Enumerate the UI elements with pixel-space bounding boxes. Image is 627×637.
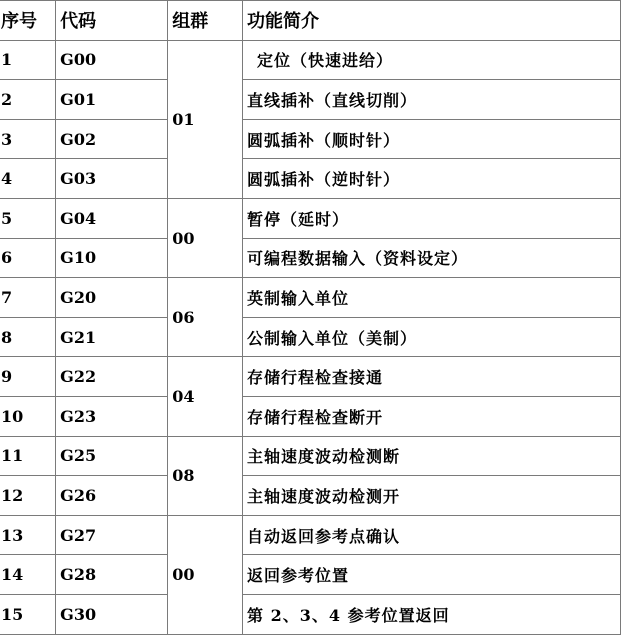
desc-cell: 暂停（延时）	[243, 198, 621, 238]
code-cell: G27	[56, 515, 168, 555]
desc-cell: 第 2、3、4 参考位置返回	[243, 594, 621, 634]
code-cell: G21	[56, 317, 168, 357]
table-row	[0, 396, 621, 436]
code-cell: G26	[56, 476, 168, 516]
desc-cell: 返回参考位置	[243, 555, 621, 595]
header-desc: 功能简介	[243, 1, 621, 41]
seq-cell: 4	[0, 159, 56, 199]
header-code: 代码	[56, 1, 168, 41]
table-body	[0, 40, 621, 634]
code-cell: G03	[56, 159, 168, 199]
seq-cell: 13	[0, 515, 56, 555]
seq-cell: 3	[0, 119, 56, 159]
table-row	[0, 594, 621, 634]
desc-cell: 主轴速度波动检测开	[243, 476, 621, 516]
table-row	[0, 476, 621, 516]
table-row	[0, 436, 621, 476]
seq-cell: 12	[0, 476, 56, 516]
seq-cell: 8	[0, 317, 56, 357]
code-cell: G23	[56, 396, 168, 436]
desc-cell: 存储行程检查接通	[243, 357, 621, 397]
header-group: 组群	[168, 1, 243, 41]
code-cell: G01	[56, 80, 168, 120]
seq-cell: 2	[0, 80, 56, 120]
code-cell: G28	[56, 555, 168, 595]
desc-cell: 定位（快速进给）	[243, 40, 621, 80]
seq-cell: 5	[0, 198, 56, 238]
desc-cell: 圆弧插补（顺时针）	[243, 119, 621, 159]
code-cell: G10	[56, 238, 168, 278]
group-cell: 04	[168, 357, 243, 436]
code-cell: G22	[56, 357, 168, 397]
code-cell: G25	[56, 436, 168, 476]
group-cell: 06	[168, 278, 243, 357]
code-cell: G04	[56, 198, 168, 238]
seq-cell: 6	[0, 238, 56, 278]
group-cell: 00	[168, 515, 243, 634]
seq-cell: 7	[0, 278, 56, 318]
desc-cell: 直线插补（直线切削）	[243, 80, 621, 120]
header-row	[0, 1, 621, 41]
desc-cell: 圆弧插补（逆时针）	[243, 159, 621, 199]
code-cell: G20	[56, 278, 168, 318]
seq-cell: 15	[0, 594, 56, 634]
seq-cell: 11	[0, 436, 56, 476]
desc-cell: 主轴速度波动检测断	[243, 436, 621, 476]
code-cell: G00	[56, 40, 168, 80]
group-cell: 01	[168, 40, 243, 198]
table-row	[0, 119, 621, 159]
desc-cell: 公制输入单位（美制）	[243, 317, 621, 357]
group-cell: 00	[168, 198, 243, 277]
header-seq: 序号	[0, 1, 56, 41]
seq-cell: 10	[0, 396, 56, 436]
table-row	[0, 357, 621, 397]
table-row	[0, 317, 621, 357]
seq-cell: 1	[0, 40, 56, 80]
code-cell: G02	[56, 119, 168, 159]
table-row	[0, 40, 621, 80]
table-row	[0, 80, 621, 120]
seq-cell: 9	[0, 357, 56, 397]
table-row	[0, 238, 621, 278]
desc-cell: 存储行程检查断开	[243, 396, 621, 436]
desc-cell: 自动返回参考点确认	[243, 515, 621, 555]
table-row	[0, 555, 621, 595]
seq-cell: 14	[0, 555, 56, 595]
code-cell: G30	[56, 594, 168, 634]
desc-cell: 英制输入单位	[243, 278, 621, 318]
desc-cell: 可编程数据输入（资料设定）	[243, 238, 621, 278]
group-cell: 08	[168, 436, 243, 515]
table-row	[0, 515, 621, 555]
table-row	[0, 159, 621, 199]
table-row	[0, 278, 621, 318]
table-row	[0, 198, 621, 238]
